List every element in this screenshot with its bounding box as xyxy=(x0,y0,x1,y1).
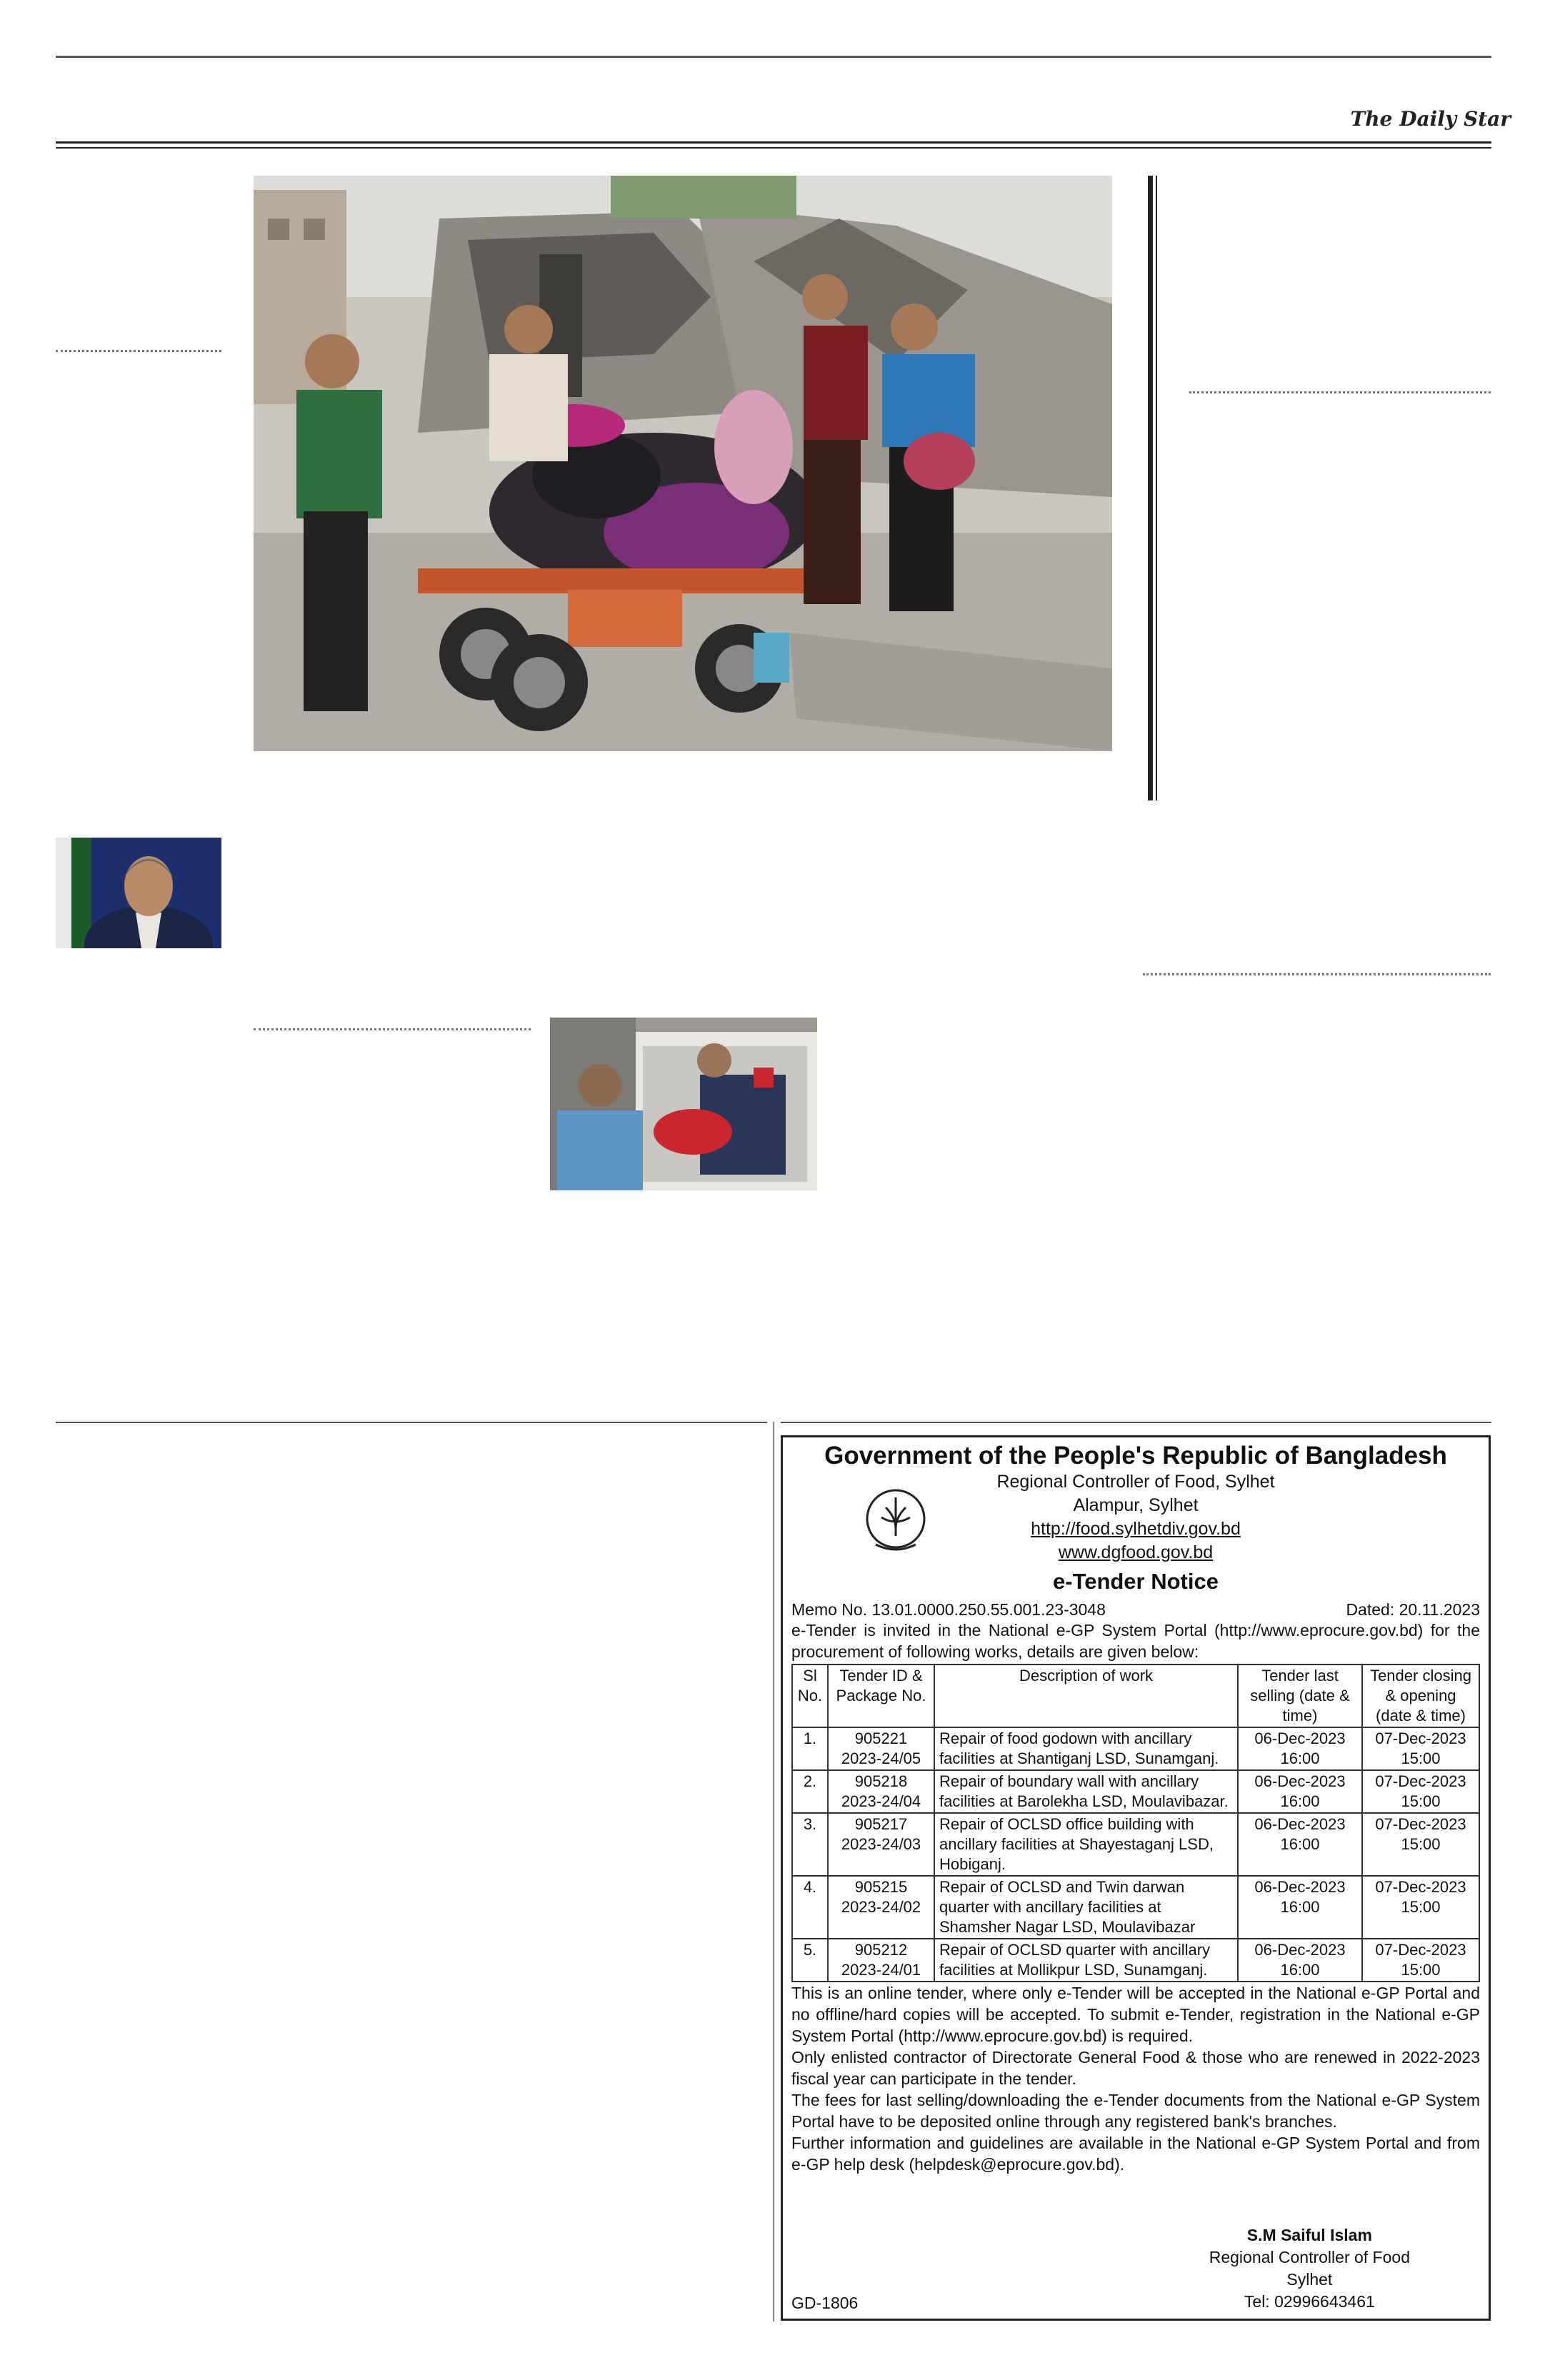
table-cell xyxy=(1362,1939,1479,1982)
top-rule xyxy=(56,56,1491,58)
table-cell xyxy=(1362,1813,1479,1876)
row-close-date: 07-Dec-2023 xyxy=(1375,1772,1466,1790)
lower-section-rule xyxy=(56,1422,767,1423)
gd-number: GD-1806 xyxy=(791,2294,859,2312)
table-cell xyxy=(792,1876,828,1939)
table-cell xyxy=(934,1770,1238,1813)
row-package: 2023-24/03 xyxy=(841,1835,921,1853)
row-tender-id: 905217 xyxy=(854,1815,908,1833)
table-cell xyxy=(934,1813,1238,1876)
table-row xyxy=(792,1939,1479,1982)
row-sl: 2. xyxy=(803,1772,817,1790)
row-close-time: 15:00 xyxy=(1401,1898,1441,1916)
row-package: 2023-24/01 xyxy=(841,1961,921,1979)
row-close-date: 07-Dec-2023 xyxy=(1375,1815,1466,1833)
tender-intro: e-Tender is invited in the National e-GP System Portal (http://www.eprocure.gov.bd) for the procurement of following works, details are given below: xyxy=(791,1621,1480,1661)
row-close-date: 07-Dec-2023 xyxy=(1375,1941,1466,1959)
signatory-name: S.M Saiful Islam xyxy=(1246,2226,1372,2244)
row-close-time: 15:00 xyxy=(1401,1792,1441,1810)
right-column-divider-bottom xyxy=(1143,973,1491,975)
table-cell xyxy=(1238,1727,1362,1770)
right-column-divider-top xyxy=(1189,391,1491,393)
table-header-tender-id: Tender ID & Package No. xyxy=(828,1665,934,1727)
row-sell-date: 06-Dec-2023 xyxy=(1254,1941,1346,1959)
table-cell xyxy=(1238,1939,1362,1982)
row-tender-id: 905218 xyxy=(854,1772,908,1790)
row-sell-time: 16:00 xyxy=(1280,1792,1320,1810)
table-cell xyxy=(1238,1770,1362,1813)
tender-date: Dated: 20.11.2023 xyxy=(1346,1600,1480,1619)
signatory-title: Regional Controller of Food xyxy=(1209,2248,1410,2266)
row-description: Repair of OCLSD office building with ancillary facilities at Shayestaganj LSD, Hobiganj. xyxy=(939,1815,1214,1873)
row-package: 2023-24/02 xyxy=(841,1898,921,1916)
footer-paragraph-fees: The fees for last selling/downloading the e-Tender documents from the National e-GP System Portal have to be deposited online through any registered bank's branches. xyxy=(791,2091,1480,2131)
table-cell xyxy=(934,1727,1238,1770)
table-header-last-selling: Tender last selling (date & time) xyxy=(1238,1665,1362,1727)
row-close-time: 15:00 xyxy=(1401,1835,1441,1853)
masthead-logo: The Daily Star xyxy=(1350,107,1511,131)
table-row xyxy=(792,1876,1479,1939)
row-sell-time: 16:00 xyxy=(1280,1898,1320,1916)
row-description: Repair of food godown with ancillary facilities at Shantiganj LSD, Sunamganj. xyxy=(939,1729,1219,1767)
table-cell xyxy=(792,1939,828,1982)
footer-paragraph-helpdesk: Further information and guidelines are available in the National e-GP System Portal and from e-GP help desk (helpdesk@eprocure.gov.bd). xyxy=(791,2134,1480,2174)
table-header-sl: Sl No. xyxy=(792,1665,828,1727)
signature-block xyxy=(1209,2224,1410,2313)
signatory-tel: Tel: 02996643461 xyxy=(1244,2292,1375,2311)
table-row xyxy=(792,1727,1479,1770)
table-row xyxy=(792,1770,1479,1813)
row-sl: 3. xyxy=(803,1815,817,1833)
row-sl: 5. xyxy=(803,1941,817,1959)
row-tender-id: 905215 xyxy=(854,1878,908,1896)
tender-notice xyxy=(781,1435,1491,2321)
row-sell-time: 16:00 xyxy=(1280,1749,1320,1767)
middle-column-divider xyxy=(254,1028,531,1030)
table-cell xyxy=(792,1770,828,1813)
header-double-rule-top xyxy=(56,141,1491,144)
ambulance-photo xyxy=(550,1018,817,1190)
table-cell xyxy=(828,1939,934,1982)
food-department-emblem-icon xyxy=(861,1486,930,1555)
dgfood-website-link[interactable]: www.dgfood.gov.bd xyxy=(1058,1542,1214,1562)
footer-paragraph-online: This is an online tender, where only e-Tender will be accepted in the National e-GP Portal and no offline/hard copies will be accepted. To submit e-Tender, registration in the National e-GP System Portal (http://www.eprocure.gov.bd) is required. xyxy=(791,1984,1480,2045)
table-cell xyxy=(828,1813,934,1876)
table-cell xyxy=(828,1876,934,1939)
row-description: Repair of OCLSD and Twin darwan quarter with ancillary facilities at Shamsher Nagar LSD, Moulavibazar xyxy=(939,1878,1196,1936)
tender-memo-number: Memo No. 13.01.0000.250.55.001.23-3048 xyxy=(791,1600,1106,1619)
row-close-date: 07-Dec-2023 xyxy=(1375,1878,1466,1896)
row-sell-time: 16:00 xyxy=(1280,1961,1320,1979)
row-description: Repair of boundary wall with ancillary facilities at Barolekha LSD, Moulavibazar. xyxy=(939,1772,1229,1810)
table-header-closing: Tender closing & opening (date & time) xyxy=(1362,1665,1479,1727)
table-cell xyxy=(1362,1876,1479,1939)
left-column-divider xyxy=(56,350,221,352)
row-description: Repair of OCLSD quarter with ancillary facilities at Mollikpur LSD, Sunamganj. xyxy=(939,1941,1211,1979)
lower-section-rule-right xyxy=(781,1422,1491,1423)
table-cell xyxy=(828,1770,934,1813)
signatory-city: Sylhet xyxy=(1286,2270,1333,2289)
table-header-description: Description of work xyxy=(934,1665,1238,1727)
table-cell xyxy=(828,1727,934,1770)
vertical-column-rule-thin xyxy=(1156,176,1157,800)
row-sl: 1. xyxy=(803,1729,817,1747)
portrait-photo xyxy=(56,838,221,948)
tender-notice-heading: e-Tender Notice xyxy=(1053,1569,1219,1594)
table-cell xyxy=(1362,1727,1479,1770)
footer-paragraph-eligibility: Only enlisted contractor of Directorate General Food & those who are renewed in 2022-2023 fiscal year can participate in the tender. xyxy=(791,2048,1480,2088)
table-cell xyxy=(792,1813,828,1876)
table-cell xyxy=(792,1727,828,1770)
row-close-date: 07-Dec-2023 xyxy=(1375,1729,1466,1747)
row-sell-date: 06-Dec-2023 xyxy=(1254,1729,1346,1747)
row-close-time: 15:00 xyxy=(1401,1749,1441,1767)
header-double-rule-bottom xyxy=(56,147,1491,149)
advert-column-rule xyxy=(773,1422,774,2321)
table-cell xyxy=(934,1939,1238,1982)
row-close-time: 15:00 xyxy=(1401,1961,1441,1979)
row-package: 2023-24/05 xyxy=(841,1749,921,1767)
row-sell-time: 16:00 xyxy=(1280,1835,1320,1853)
row-tender-id: 905221 xyxy=(854,1729,908,1747)
table-cell xyxy=(1238,1876,1362,1939)
tender-govt-title: Government of the People's Republic of Bangladesh xyxy=(824,1442,1447,1470)
row-sell-date: 06-Dec-2023 xyxy=(1254,1878,1346,1896)
tender-website-link[interactable]: http://food.sylhetdiv.gov.bd xyxy=(1031,1519,1241,1539)
table-cell xyxy=(1238,1813,1362,1876)
row-sell-date: 06-Dec-2023 xyxy=(1254,1815,1346,1833)
main-news-photo xyxy=(254,176,1112,751)
tender-footer-terms xyxy=(791,1982,1480,2175)
vertical-column-rule xyxy=(1148,176,1153,800)
row-sell-date: 06-Dec-2023 xyxy=(1254,1772,1346,1790)
tender-table xyxy=(791,1664,1480,1982)
tender-address: Alampur, Sylhet xyxy=(1073,1495,1199,1515)
row-sl: 4. xyxy=(803,1878,817,1896)
table-cell xyxy=(934,1876,1238,1939)
row-package: 2023-24/04 xyxy=(841,1792,921,1810)
row-tender-id: 905212 xyxy=(854,1941,908,1959)
tender-office: Regional Controller of Food, Sylhet xyxy=(996,1472,1275,1492)
table-row xyxy=(792,1813,1479,1876)
table-cell xyxy=(1362,1770,1479,1813)
